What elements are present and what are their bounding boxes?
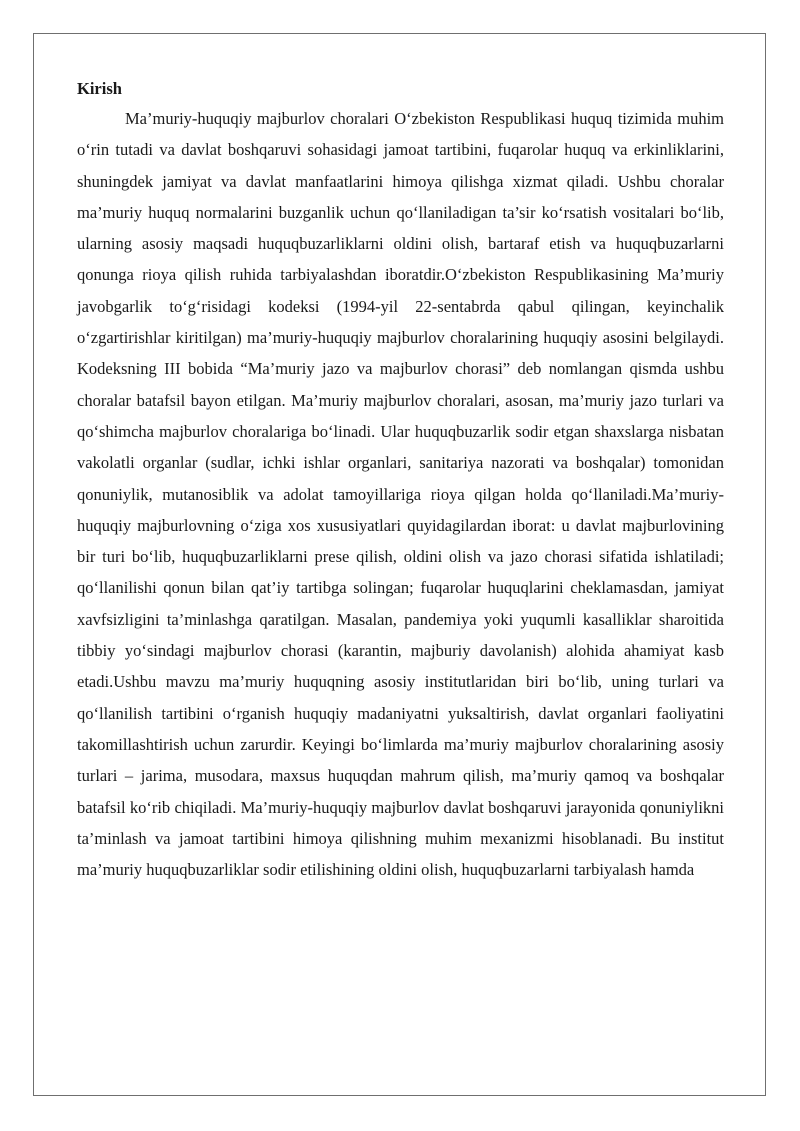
section-heading: Kirish	[77, 79, 122, 98]
document-body	[77, 74, 724, 885]
body-paragraph: Ma’muriy-huquqiy majburlov choralari O‘zbekiston Respublikasi huquq tizimida muhim o‘rin tutadi va davlat boshqaruvi sohasidagi jamoat tartibini, fuqarolar huquq va erkinliklarini, shuningdek jamiyat va davlat manfaatlarini himoya qilishga xizmat qiladi. Ushbu choralar ma’muriy huquq normalarini buzganlik uchun qo‘llaniladigan ta’sir ko‘rsatish vositalari bo‘lib, ularning asosiy maqsadi huquqbuzarliklarni oldini olish, bartaraf etish va huquqbuzarlarni qonunga rioya qilish ruhida tarbiyalashdan iboratdir.O‘zbekiston Respublikasining Ma’muriy javobgarlik to‘g‘risidagi kodeksi (1994-yil 22-sentabrda qabul qilingan, keyinchalik o‘zgartirishlar kiritilgan) ma’muriy-huquqiy majburlov choralarining huquqiy asosini belgilaydi. Kodeksning III bobida “Ma’muriy jazo va majburlov chorasi” deb nomlangan qismda ushbu choralar batafsil bayon etilgan. Ma’muriy majburlov choralari, asosan, ma’muriy jazo turlari va qo‘shimcha majburlov choralariga bo‘linadi. Ular huquqbuzarlik sodir etgan shaxslarga nisbatan vakolatli organlar (sudlar, ichki ishlar organlari, sanitariya nazorati va boshqalar) tomonidan qonuniylik, mutanosiblik va adolat tamoyillariga rioya qilgan holda qo‘llaniladi.Ma’muriy-huquqiy majburlovning o‘ziga xos xususiyatlari quyidagilardan iborat: u davlat majburlovining bir turi bo‘lib, huquqbuzarliklarni prese qilish, oldini olish va jazo chorasi sifatida ishlatiladi; qo‘llanilishi qonun bilan qat’iy tartibga solingan; fuqarolar huquqlarini cheklamasdan, jamiyat xavfsizligini ta’minlashga qaratilgan. Masalan, pandemiya yoki yuqumli kasalliklar sharoitida tibbiy yo‘sindagi majburlov chorasi (karantin, majburiy davolanish) alohida ahamiyat kasb etadi.Ushbu mavzu ma’muriy huquqning asosiy institutlaridan biri bo‘lib, uning turlari va qo‘llanilish tartibini o‘rganish huquqiy madaniyatni yuksaltirish, davlat organlari faoliyatini takomillashtirish uchun zarurdir. Keyingi bo‘limlarda ma’muriy majburlov choralarining asosiy turlari – jarima, musodara, maxsus huquqdan mahrum qilish, ma’muriy qamoq va boshqalar batafsil ko‘rib chiqiladi. Ma’muriy-huquqiy majburlov davlat boshqaruvi jarayonida qonuniylikni ta’minlash va jamoat tartibini himoya qilishning muhim mexanizmi hisoblanadi. Bu institut ma’muriy huquqbuzarliklar sodir etilishining oldini olish, huquqbuzarlarni tarbiyalash hamda	[77, 109, 724, 880]
